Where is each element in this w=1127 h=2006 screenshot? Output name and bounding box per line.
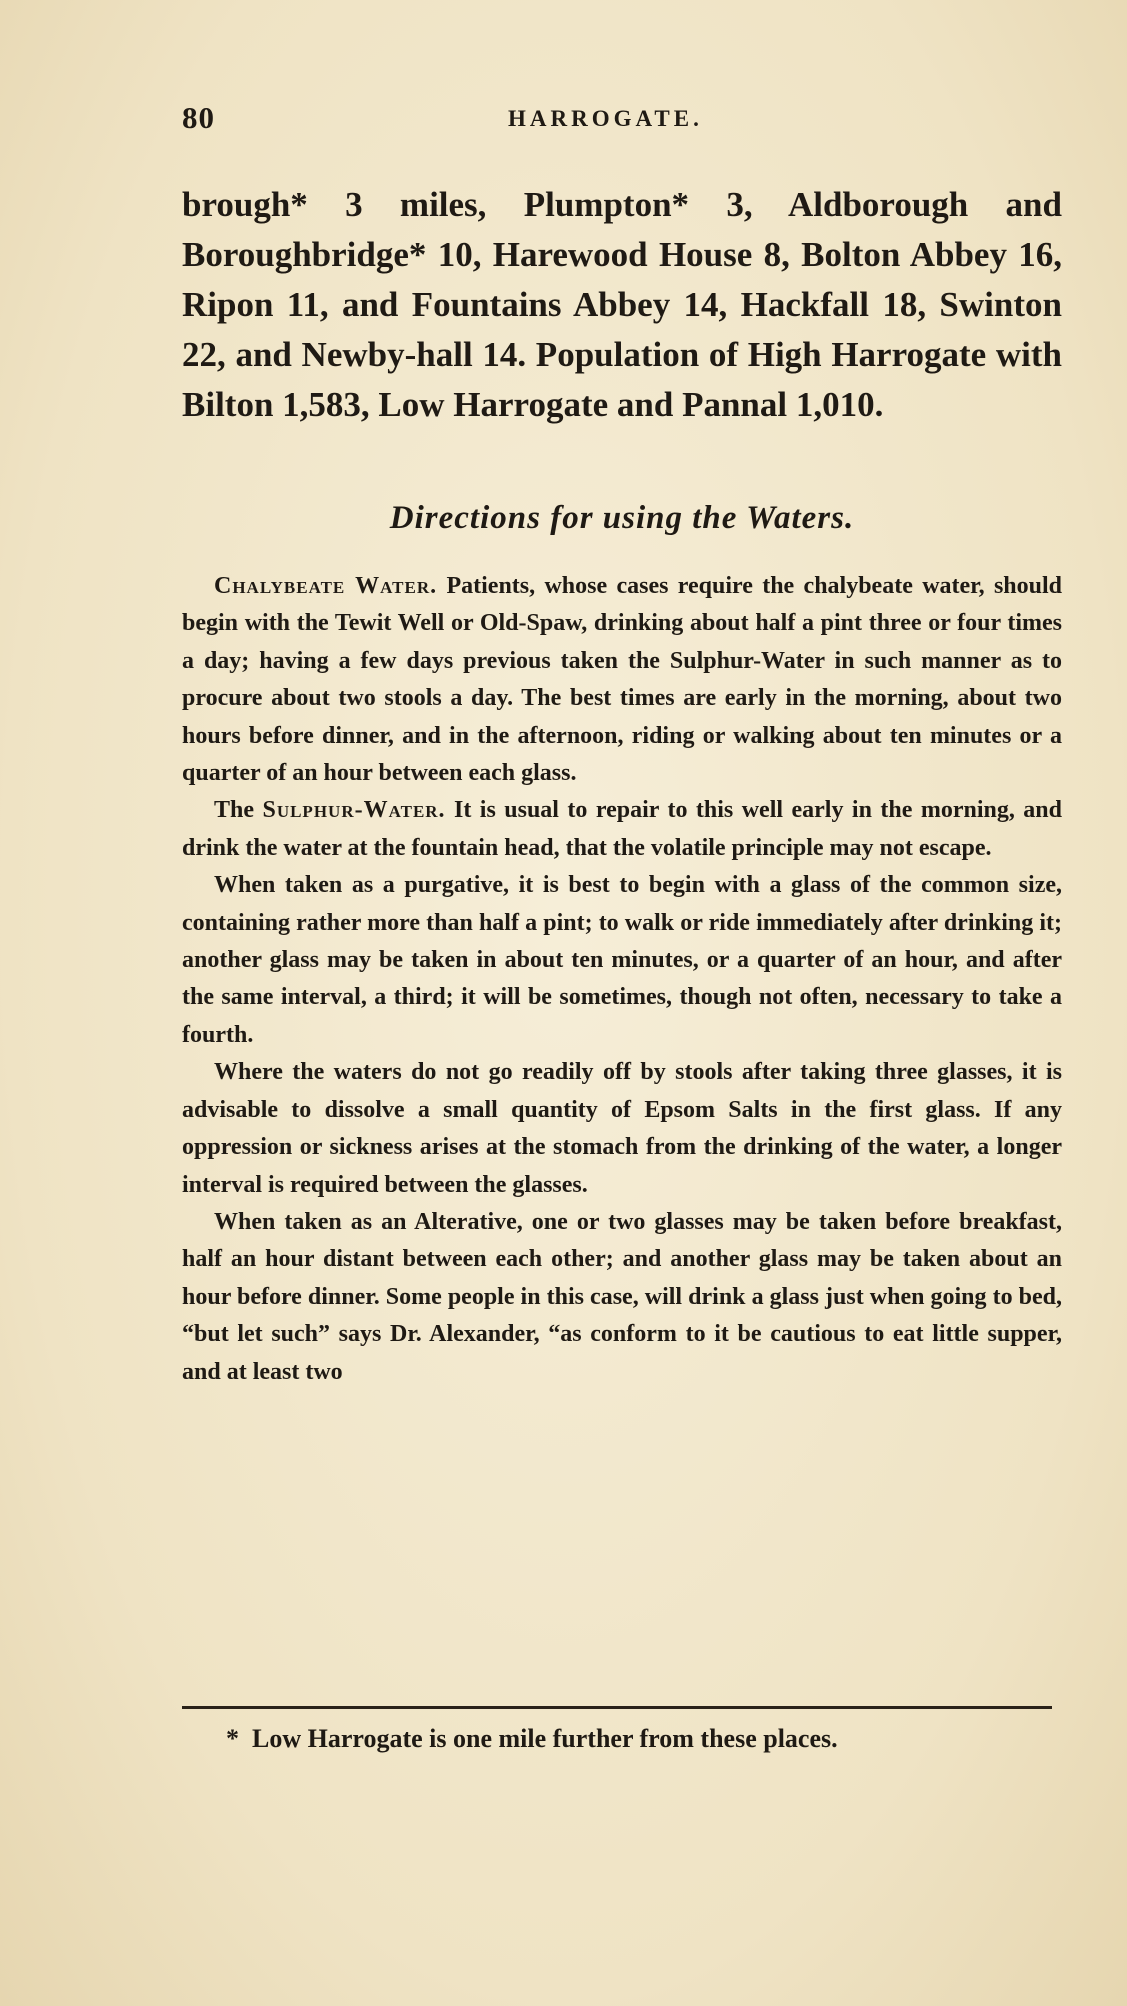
footnote [226,1722,1062,1756]
paragraph-alterative: When taken as an Alterative, one or two glasses may be taken before breakfast, half an hour distant between each other; and another glass may be taken about an hour before dinner. Some people in this case, will drink a glass just when going to bed, “but let such” says Dr. Alexander, “as conform to it be cautious to eat little supper, and at least two [182,1208,1062,1385]
chalybeate-lead: Chalybeate Water. [214,573,438,599]
footnote-mark: * [226,1724,239,1753]
footnote-text: Low Harrogate is one mile further from these places. [252,1724,838,1753]
intro-text: brough* 3 miles, Plumpton* 3, Aldborough and Boroughbridge* 10, Harewood House 8, Bolton Abbey 16, Ripon 11, and Fountains Abbey 14, Hackfall 18, Swinton 22, and Newby-hall 14. Population of High Harrogate with Bilton 1,583, Low Harrogate and Pannal 1,010. [182,185,1062,424]
paragraph-sulphur [182,792,1062,867]
footnote-rule [182,1706,1052,1709]
page-header [182,100,1062,140]
page-number: 80 [182,100,215,135]
section-heading: Directions for using the Waters. [389,500,855,536]
intro-paragraph [182,180,1062,430]
running-title: HARROGATE. [508,106,703,131]
sulphur-prefix: The [214,797,263,824]
paragraph-chalybeate [182,568,1062,792]
sulphur-lead: Sulphur-Water. [262,797,446,824]
body-text [182,568,1062,1391]
paragraph-stools: Where the waters do not go readily off by stools after taking three glasses, it is advisable to dissolve a small quantity of Epsom Salts in the first glass. If any oppression or sickness arises at the stomach from the drinking of the water, a longer interval is required between the glasses. [182,1059,1062,1198]
paragraph-purgative: When taken as a purgative, it is best to begin with a glass of the common size, containing rather more than half a pint; to walk or ride immediately after drinking it; another glass may be taken in about ten minutes, or a quarter of an hour, and after the same interval, a third; it will be sometimes, though not often, necessary to take a fourth. [182,872,1062,1048]
chalybeate-text: Patients, whose cases require the chalybeate water, should begin with the Tewit Well or Old-Spaw, drinking about half a pint three or four times a day; having a few days previous taken the Sulphur-Water in such manner as to procure about two stools a day. The best times are early in the morning, about two hours before dinner, and in the afternoon, riding or walking about ten minutes or a quarter of an hour between each glass. [182,573,1063,787]
sulphur-text: It is usual to repair to this well early in the morning, and drink the water at the fountain head, that the volatile principle may not escape. [182,797,1062,861]
